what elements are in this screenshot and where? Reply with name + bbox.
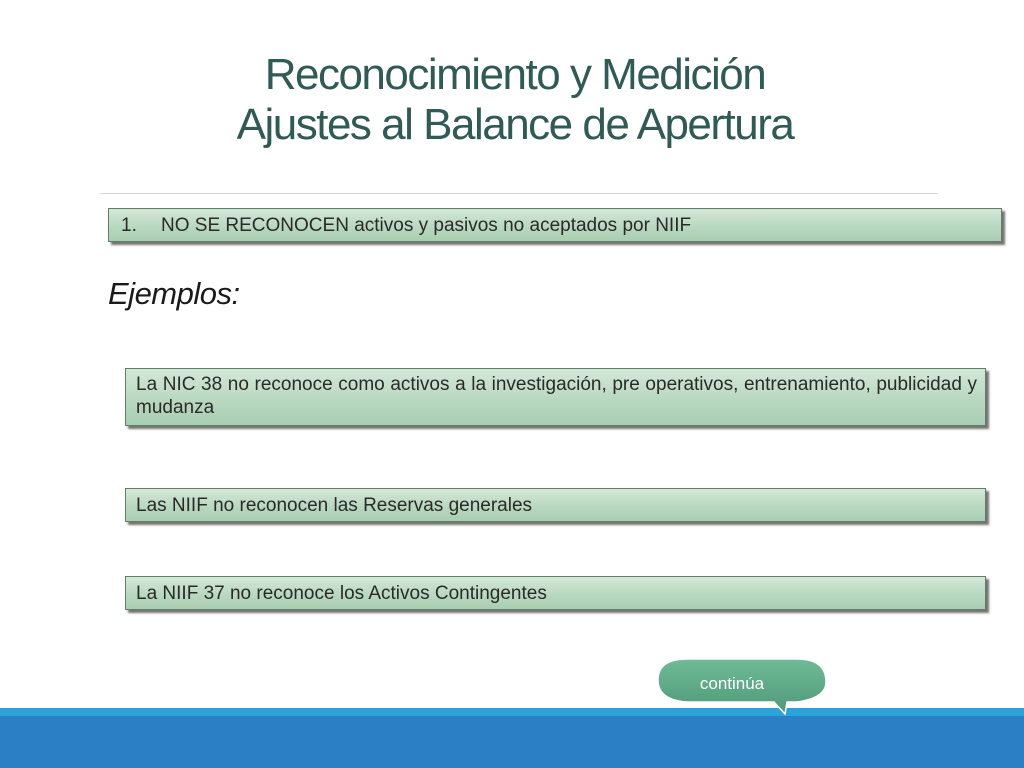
title-divider [100,193,938,194]
example-box-1 [125,368,986,426]
point-number: 1. [121,215,137,236]
footer-accent-bar [0,708,1024,716]
continue-label[interactable]: continúa [699,674,765,693]
numbered-point-box [108,208,1002,242]
slide-title [0,50,1024,150]
example-text-1: La NIC 38 no reconoce como activos a la investigación, pre operativos, entrenamiento, publicidad y mudanza [136,374,977,418]
footer-bar [0,716,1024,768]
title-line-2: Ajustes al Balance de Apertura [236,100,794,149]
title-line-1: Reconocimiento y Medición [264,50,766,99]
example-text-2: Las NIIF no reconocen las Reservas generales [136,495,533,516]
example-box-3 [125,576,986,610]
example-box-2 [125,488,986,522]
examples-heading: Ejemplos: [108,276,240,311]
point-text: NO SE RECONOCEN activos y pasivos no aceptados por NIIF [161,215,692,236]
continue-callout-button[interactable] [657,658,827,716]
example-text-3: La NIIF 37 no reconoce los Activos Contingentes [136,583,547,604]
